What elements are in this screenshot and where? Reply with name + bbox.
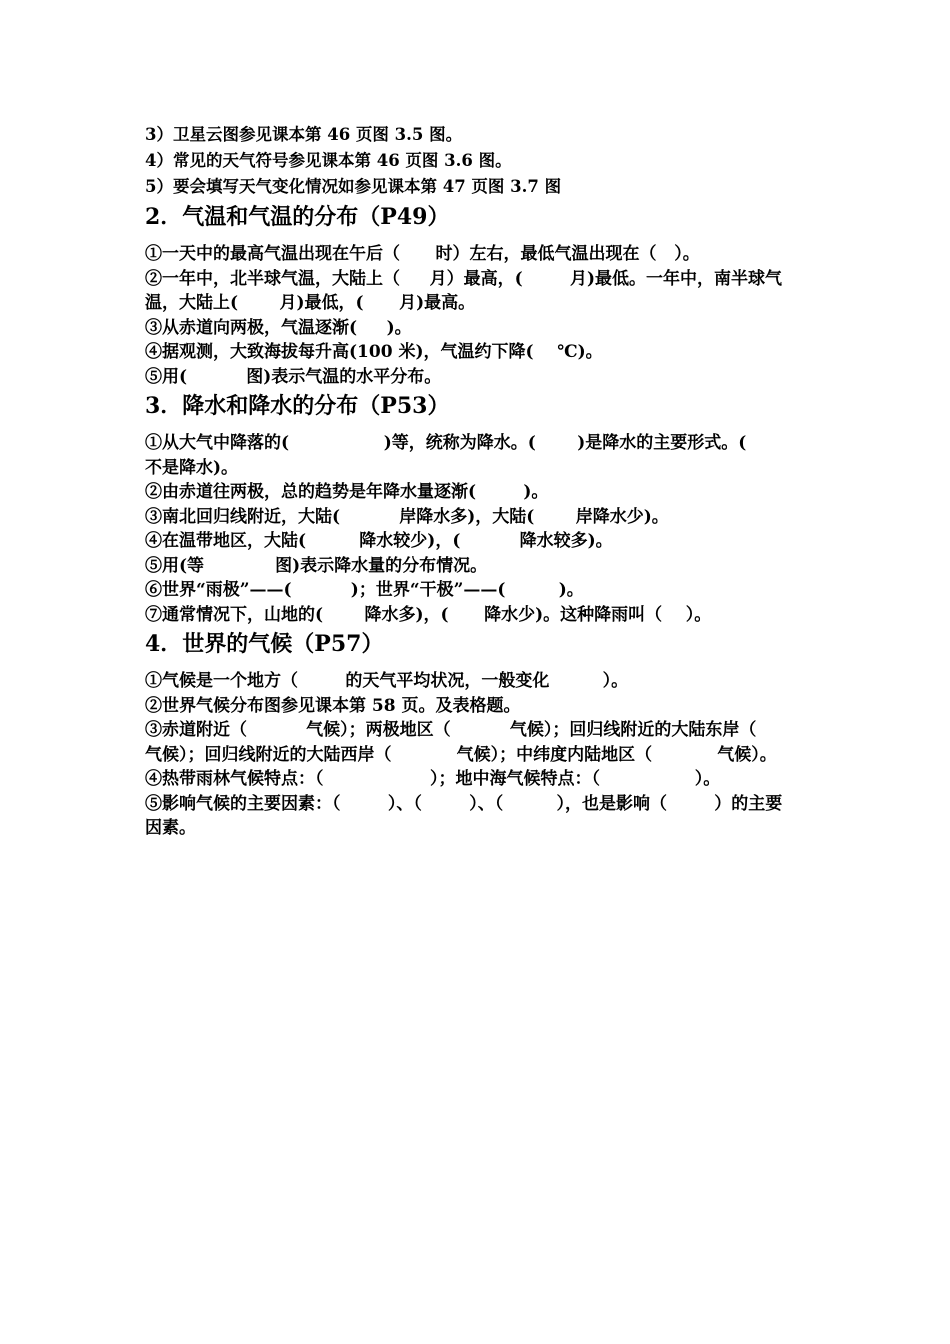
intro-line-1: 3）卫星云图参见课本第 46 页图 3.5 图。 bbox=[145, 125, 463, 144]
section-line: ③从赤道向两极，气温逐渐( )。 bbox=[145, 317, 412, 338]
section-line: 气候）；回归线附近的大陆西岸（ 气候）；中纬度内陆地区（ 气候）。 bbox=[145, 744, 777, 765]
section-line: ②由赤道往两极，总的趋势是年降水量逐渐( )。 bbox=[145, 482, 549, 502]
intro-line-2: 4）常见的天气符号参见课本第 46 页图 3.6 图。 bbox=[145, 151, 512, 170]
section-line: ⑤用(等 图)表示降水量的分布情况。 bbox=[145, 555, 488, 576]
intro-items bbox=[145, 122, 815, 200]
section-heading-climate: 4．世界的气候（P57） bbox=[145, 631, 384, 657]
section-climate-body bbox=[145, 669, 815, 841]
section-line: ②世界气候分布图参见课本第 58 页。及表格题。 bbox=[145, 695, 521, 716]
section-temperature-body bbox=[145, 242, 815, 389]
intro-line-3: 5）要会填写天气变化情况如参见课本第 47 页图 3.7 图 bbox=[145, 177, 562, 196]
section-line: 因素。 bbox=[145, 818, 196, 838]
section-line: ②一年中，北半球气温，大陆上（ 月）最高，( 月)最低。一年中，南半球气 bbox=[145, 268, 783, 289]
section-line: ④在温带地区，大陆( 降水较少)，( 降水较多)。 bbox=[145, 531, 613, 551]
section-line: ①从大气中降落的( )等，统称为降水。( )是降水的主要形式。( bbox=[145, 433, 747, 453]
section-line: ①气候是一个地方（ 的天气平均状况，一般变化 ）。 bbox=[145, 671, 629, 691]
worksheet-content bbox=[145, 122, 815, 841]
section-line: ③南北回归线附近，大陆( 岸降水多)，大陆( 岸降水少)。 bbox=[145, 506, 669, 527]
section-line: ④热带雨林气候特点：（ ）；地中海气候特点：（ ）。 bbox=[145, 769, 721, 789]
section-line: ⑤影响气候的主要因素：（ ）、（ ）、（ ），也是影响（ ）的主要 bbox=[145, 793, 783, 814]
section-line: ①一天中的最高气温出现在午后（ 时）左右，最低气温出现在（ ）。 bbox=[145, 244, 700, 264]
section-heading-temperature: 2．气温和气温的分布（P49） bbox=[145, 204, 450, 230]
section-line: ④据观测，大致海拔每升高(100 米)，气温约下降( ℃)。 bbox=[145, 342, 603, 362]
section-line: 温，大陆上( 月)最低，( 月)最高。 bbox=[145, 293, 476, 313]
section-heading-precipitation: 3．降水和降水的分布（P53） bbox=[145, 393, 450, 419]
section-line: ③赤道附近（ 气候）；两极地区（ 气候）；回归线附近的大陆东岸（ bbox=[145, 720, 757, 740]
section-line: ⑤用( 图)表示气温的水平分布。 bbox=[145, 366, 442, 387]
section-line: 不是降水)。 bbox=[145, 457, 239, 478]
section-precipitation-body bbox=[145, 431, 815, 627]
section-line: ⑦通常情况下，山地的( 降水多)，( 降水少)。这种降雨叫（ ）。 bbox=[145, 604, 712, 625]
section-line: ⑥世界“雨极”——( )；世界“干极”——( )。 bbox=[145, 580, 584, 600]
